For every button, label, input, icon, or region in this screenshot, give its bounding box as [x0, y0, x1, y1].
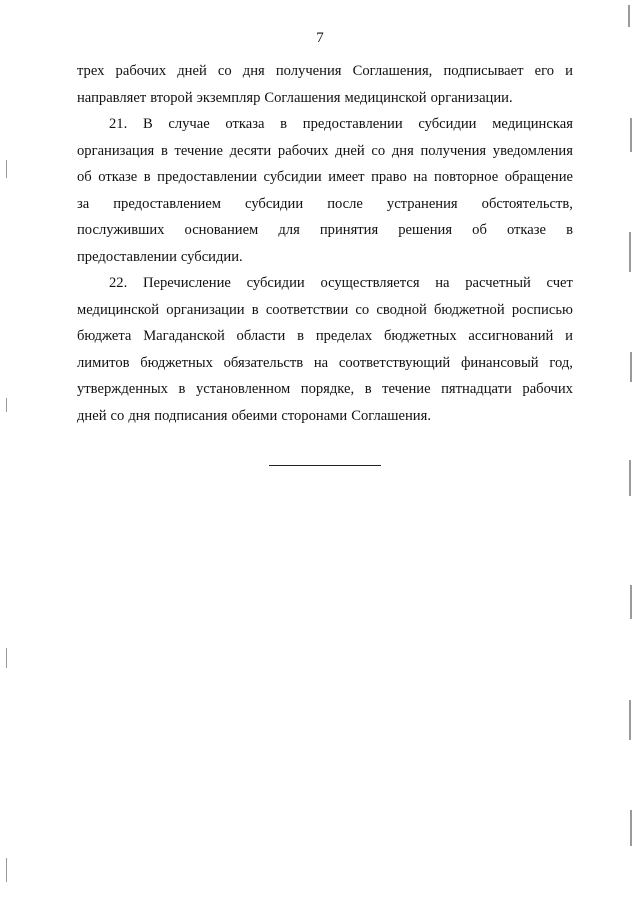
word: пределах	[315, 328, 373, 344]
word: дней	[77, 407, 107, 424]
word: осуществляется	[320, 275, 420, 291]
word: течение	[382, 381, 431, 397]
word: повторное	[434, 169, 499, 185]
word: трех	[77, 63, 105, 79]
word: на	[413, 169, 428, 185]
word: рабочих	[277, 142, 329, 159]
scan-artifact	[630, 810, 632, 846]
text-line	[77, 403, 573, 430]
scan-artifact	[6, 160, 7, 178]
scan-artifact	[630, 352, 632, 382]
word: предоставлении	[77, 248, 177, 265]
word: медицинской	[77, 301, 160, 318]
text-line	[77, 111, 573, 138]
word: течение	[174, 142, 223, 159]
scan-artifact	[629, 460, 631, 496]
word: обязательств	[223, 354, 304, 371]
word: ассигнований	[468, 328, 554, 344]
word: отказе	[506, 222, 547, 238]
word: экземпляр	[196, 89, 261, 106]
text-line	[77, 85, 573, 112]
word: получения	[420, 142, 487, 159]
text-line	[77, 323, 573, 350]
word: предоставлении	[157, 169, 258, 185]
word: счет	[546, 275, 573, 291]
word: предоставлении	[302, 116, 403, 132]
word: случае	[168, 116, 210, 132]
word: бюджета	[77, 328, 132, 344]
word: дня	[128, 407, 151, 424]
word: Соглашения,	[352, 63, 433, 79]
text-line	[77, 191, 573, 218]
page-number: 7	[316, 30, 324, 46]
text-line	[77, 217, 573, 244]
word: расчетный	[465, 275, 531, 291]
word: в	[143, 169, 151, 185]
scan-artifact	[629, 232, 631, 272]
word: об	[77, 169, 92, 185]
word: субсидии.	[180, 248, 243, 265]
word: со	[217, 63, 232, 79]
word: дня	[391, 142, 414, 159]
word: получения	[275, 63, 342, 79]
word: со	[371, 142, 386, 159]
word: отказа	[225, 116, 265, 132]
word: за	[77, 195, 90, 212]
document-body	[77, 58, 573, 429]
text-line	[77, 58, 573, 85]
word: пятнадцати	[441, 381, 512, 397]
word: имеет	[328, 169, 365, 185]
word: финансовый	[460, 354, 539, 371]
word: субсидии	[246, 275, 305, 291]
word: со	[355, 301, 370, 318]
word: рабочих	[522, 381, 573, 397]
word: принятия	[319, 222, 379, 238]
scan-artifact	[630, 585, 632, 619]
word: подписания	[154, 407, 228, 424]
word: основанием	[184, 222, 259, 238]
word: устранения	[386, 195, 458, 212]
text-line	[77, 244, 573, 271]
word: второй	[150, 89, 193, 106]
scan-artifact	[628, 5, 630, 27]
word: рабочих	[115, 63, 167, 79]
word: отказе	[98, 169, 138, 185]
text-line	[77, 138, 573, 165]
word: бюджетной	[433, 301, 505, 318]
word: субсидии	[245, 195, 304, 212]
word: об	[472, 222, 487, 238]
word: послуживших	[77, 222, 165, 238]
word: на	[435, 275, 450, 291]
word: организации.	[430, 89, 513, 106]
word: в	[178, 381, 186, 397]
word: после	[327, 195, 363, 212]
scan-artifact	[6, 858, 7, 882]
word: Соглашения.	[351, 407, 431, 424]
text-line	[77, 376, 573, 403]
word: сводной	[376, 301, 427, 318]
word: для	[278, 222, 300, 238]
word: установленном	[195, 381, 291, 397]
word: в	[251, 301, 259, 318]
word: Магаданской	[143, 328, 225, 344]
word: предоставлением	[113, 195, 222, 212]
word: решения	[398, 222, 453, 238]
word: со	[110, 407, 125, 424]
word: направляет	[77, 89, 147, 106]
end-separator-line	[269, 465, 381, 466]
word: росписью	[511, 301, 573, 318]
word: в	[297, 328, 305, 344]
word: в	[160, 142, 168, 159]
word: порядке,	[300, 381, 355, 397]
word: субсидии	[418, 116, 477, 132]
word: в	[364, 381, 372, 397]
text-line	[77, 164, 573, 191]
word: уведомления	[492, 142, 573, 159]
word: бюджетных	[383, 328, 457, 344]
scan-artifact	[6, 398, 7, 412]
word: подписывает	[443, 63, 524, 79]
scan-artifact	[630, 118, 632, 152]
word: его	[534, 63, 554, 79]
word: и	[565, 328, 573, 344]
word: организации	[166, 301, 245, 318]
word: на	[313, 354, 329, 371]
word: и	[565, 63, 573, 79]
word: утвержденных	[77, 381, 168, 397]
word: организация	[77, 142, 155, 159]
word: 21.	[109, 116, 128, 132]
word: в	[566, 222, 573, 238]
word: субсидии	[263, 169, 322, 185]
scan-artifact	[6, 648, 7, 668]
word: В	[142, 116, 153, 132]
word: соответствующий	[338, 354, 451, 371]
text-line	[77, 350, 573, 377]
word: дней	[335, 142, 365, 159]
word: медицинская	[492, 116, 573, 132]
word: медицинской	[344, 89, 427, 106]
word: соответствии	[265, 301, 349, 318]
word: обращение	[504, 169, 573, 185]
word: дней	[177, 63, 207, 79]
word: области	[236, 328, 286, 344]
scan-artifact	[629, 700, 631, 740]
word: обеими	[231, 407, 278, 424]
word: право	[371, 169, 407, 185]
word: лимитов	[77, 354, 130, 371]
word: дня	[242, 63, 265, 79]
text-line	[77, 270, 573, 297]
word: Перечисление	[142, 275, 231, 291]
word: бюджетных	[140, 354, 213, 371]
word: обстоятельств,	[481, 195, 573, 212]
word: Соглашения	[264, 89, 341, 106]
text-line	[77, 297, 573, 324]
word: 22.	[109, 275, 128, 291]
word: в	[280, 116, 288, 132]
word: десяти	[229, 142, 272, 159]
word: год,	[549, 354, 573, 371]
word: сторонами	[281, 407, 348, 424]
